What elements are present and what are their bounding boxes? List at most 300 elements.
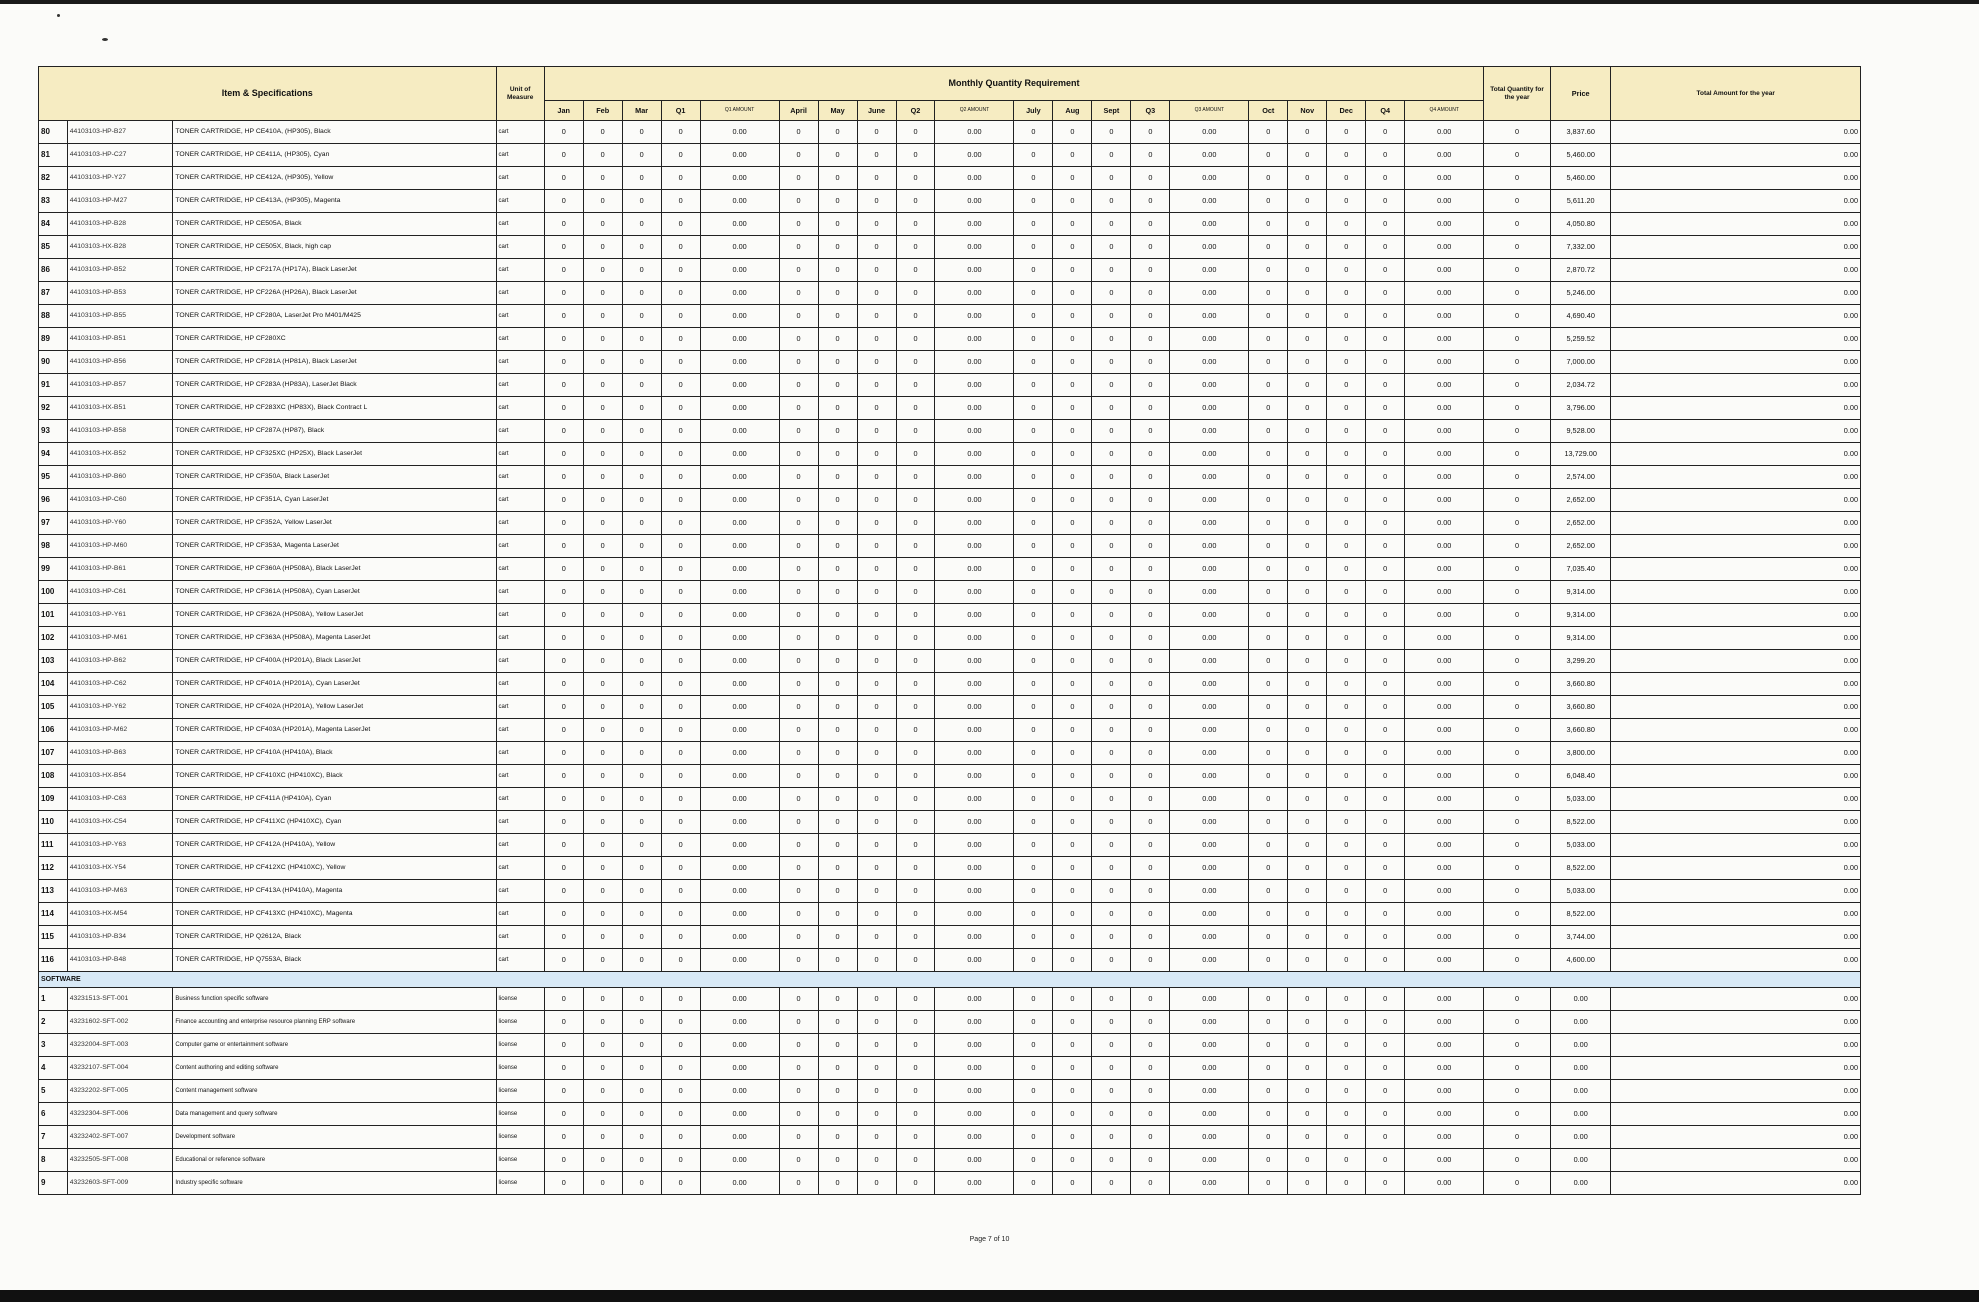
quantity-cell: 0 <box>1327 834 1366 857</box>
quantity-cell: 0 <box>1366 236 1405 259</box>
quarter-amount-cell: 0.00 <box>1170 903 1249 926</box>
quantity-cell: 0 <box>1366 811 1405 834</box>
unit-of-measure: cart <box>496 512 544 535</box>
quantity-cell: 0 <box>1092 742 1131 765</box>
quantity-cell: 0 <box>857 1149 896 1172</box>
quantity-cell: 0 <box>1053 604 1092 627</box>
quantity-cell: 0 <box>622 420 661 443</box>
quarter-amount-cell: 0.00 <box>1170 1034 1249 1057</box>
price-cell: 2,652.00 <box>1550 512 1611 535</box>
item-spec: TONER CARTRIDGE, HP CE413A, (HP305), Magenta <box>173 190 496 213</box>
quantity-cell: 0 <box>544 696 583 719</box>
item-spec: Content authoring and editing software <box>173 1057 496 1080</box>
table-row <box>39 236 1861 259</box>
quantity-cell: 0 <box>1288 1126 1327 1149</box>
quarter-amount-cell: 0.00 <box>935 696 1014 719</box>
item-spec: TONER CARTRIDGE, HP CF217A (HP17A), Black LaserJet <box>173 259 496 282</box>
quarter-amount-cell: 0.00 <box>700 466 779 489</box>
quantity-cell: 0 <box>1249 1057 1288 1080</box>
unit-of-measure: license <box>496 1034 544 1057</box>
quantity-cell: 0 <box>661 926 700 949</box>
quantity-cell: 0 <box>622 305 661 328</box>
quantity-cell: 0 <box>818 1172 857 1195</box>
quantity-cell: 0 <box>1092 1011 1131 1034</box>
total-amount-cell: 0.00 <box>1611 1057 1861 1080</box>
unit-of-measure: cart <box>496 397 544 420</box>
quarter-amount-cell: 0.00 <box>1405 190 1484 213</box>
table-row <box>39 535 1861 558</box>
item-spec: Business function specific software <box>173 988 496 1011</box>
item-number: 94 <box>39 443 68 466</box>
quantity-cell: 0 <box>857 1011 896 1034</box>
item-spec: TONER CARTRIDGE, HP CF287A (HP87), Black <box>173 420 496 443</box>
quantity-cell: 0 <box>1366 190 1405 213</box>
quarter-amount-cell: 0.00 <box>935 1034 1014 1057</box>
quantity-cell: 0 <box>1249 374 1288 397</box>
quarter-amount-cell: 0.00 <box>935 282 1014 305</box>
quantity-cell: 0 <box>896 213 935 236</box>
quantity-cell: 0 <box>1092 949 1131 972</box>
quantity-cell: 0 <box>661 1057 700 1080</box>
quarter-amount-cell: 0.00 <box>1405 811 1484 834</box>
item-code: 44103103-HX-B52 <box>67 443 173 466</box>
total-quantity-cell: 0 <box>1484 719 1551 742</box>
quantity-cell: 0 <box>661 1149 700 1172</box>
quantity-cell: 0 <box>661 305 700 328</box>
quantity-cell: 0 <box>1366 328 1405 351</box>
price-cell: 2,870.72 <box>1550 259 1611 282</box>
total-quantity-cell: 0 <box>1484 213 1551 236</box>
quantity-cell: 0 <box>818 420 857 443</box>
quarter-amount-cell: 0.00 <box>1405 213 1484 236</box>
quarter-amount-cell: 0.00 <box>1405 1103 1484 1126</box>
table-row <box>39 604 1861 627</box>
item-spec: TONER CARTRIDGE, HP CF280A, LaserJet Pro M401/M425 <box>173 305 496 328</box>
item-spec: TONER CARTRIDGE, HP CF360A (HP508A), Black LaserJet <box>173 558 496 581</box>
quantity-cell: 0 <box>1131 213 1170 236</box>
quantity-cell: 0 <box>1053 328 1092 351</box>
quantity-cell: 0 <box>779 1126 818 1149</box>
item-number: 110 <box>39 811 68 834</box>
quantity-cell: 0 <box>1092 282 1131 305</box>
quantity-cell: 0 <box>544 673 583 696</box>
table-row <box>39 420 1861 443</box>
quantity-cell: 0 <box>544 305 583 328</box>
quantity-cell: 0 <box>661 1172 700 1195</box>
quantity-cell: 0 <box>1092 696 1131 719</box>
quarter-amount-cell: 0.00 <box>1405 742 1484 765</box>
quantity-cell: 0 <box>779 558 818 581</box>
total-amount-cell: 0.00 <box>1611 397 1861 420</box>
quantity-cell: 0 <box>1131 1034 1170 1057</box>
quarter-amount-cell: 0.00 <box>935 1103 1014 1126</box>
quantity-cell: 0 <box>622 535 661 558</box>
unit-of-measure: cart <box>496 949 544 972</box>
quantity-cell: 0 <box>1014 213 1053 236</box>
item-spec: TONER CARTRIDGE, HP CF363A (HP508A), Magenta LaserJet <box>173 627 496 650</box>
quantity-cell: 0 <box>857 627 896 650</box>
item-number: 87 <box>39 282 68 305</box>
quantity-cell: 0 <box>1131 903 1170 926</box>
quantity-cell: 0 <box>544 1149 583 1172</box>
quantity-cell: 0 <box>1327 443 1366 466</box>
quantity-cell: 0 <box>1327 535 1366 558</box>
quantity-cell: 0 <box>818 834 857 857</box>
quarter-amount-cell: 0.00 <box>1170 857 1249 880</box>
quarter-amount-cell: 0.00 <box>1405 673 1484 696</box>
header-month-16: Nov <box>1288 101 1327 121</box>
quantity-cell: 0 <box>779 627 818 650</box>
quantity-cell: 0 <box>818 328 857 351</box>
quantity-cell: 0 <box>661 144 700 167</box>
quarter-amount-cell: 0.00 <box>935 581 1014 604</box>
quantity-cell: 0 <box>896 696 935 719</box>
quantity-cell: 0 <box>622 857 661 880</box>
quantity-cell: 0 <box>818 581 857 604</box>
quantity-cell: 0 <box>1053 1057 1092 1080</box>
quantity-cell: 0 <box>1053 719 1092 742</box>
quantity-cell: 0 <box>1327 788 1366 811</box>
item-code: 43232402-SFT-007 <box>67 1126 173 1149</box>
quarter-amount-cell: 0.00 <box>1170 834 1249 857</box>
quantity-cell: 0 <box>1366 489 1405 512</box>
quantity-cell: 0 <box>1327 627 1366 650</box>
quantity-cell: 0 <box>1014 926 1053 949</box>
total-amount-cell: 0.00 <box>1611 673 1861 696</box>
quantity-cell: 0 <box>896 351 935 374</box>
item-code: 44103103-HP-Y63 <box>67 834 173 857</box>
quantity-cell: 0 <box>818 489 857 512</box>
quantity-cell: 0 <box>1014 489 1053 512</box>
quantity-cell: 0 <box>661 259 700 282</box>
item-code: 44103103-HX-B51 <box>67 397 173 420</box>
quantity-cell: 0 <box>1053 880 1092 903</box>
price-cell: 8,522.00 <box>1550 857 1611 880</box>
header-unit: Unit of Measure <box>496 67 544 121</box>
quantity-cell: 0 <box>622 627 661 650</box>
quarter-amount-cell: 0.00 <box>1405 489 1484 512</box>
quantity-cell: 0 <box>1327 581 1366 604</box>
quarter-amount-cell: 0.00 <box>700 650 779 673</box>
quantity-cell: 0 <box>1327 650 1366 673</box>
quarter-amount-cell: 0.00 <box>1170 466 1249 489</box>
quantity-cell: 0 <box>779 144 818 167</box>
quantity-cell: 0 <box>1327 880 1366 903</box>
quarter-amount-cell: 0.00 <box>935 673 1014 696</box>
table-row <box>39 512 1861 535</box>
quantity-cell: 0 <box>661 213 700 236</box>
unit-of-measure: cart <box>496 259 544 282</box>
header-month-0: Jan <box>544 101 583 121</box>
quarter-amount-cell: 0.00 <box>700 512 779 535</box>
quantity-cell: 0 <box>818 880 857 903</box>
quarter-amount-cell: 0.00 <box>1405 1149 1484 1172</box>
quantity-cell: 0 <box>1131 650 1170 673</box>
quantity-cell: 0 <box>1288 1034 1327 1057</box>
quarter-amount-cell: 0.00 <box>1405 1034 1484 1057</box>
quarter-amount-cell: 0.00 <box>1170 420 1249 443</box>
table-row <box>39 1080 1861 1103</box>
quarter-amount-cell: 0.00 <box>1170 1080 1249 1103</box>
quantity-cell: 0 <box>1014 190 1053 213</box>
quantity-cell: 0 <box>1366 420 1405 443</box>
quarter-amount-cell: 0.00 <box>1170 144 1249 167</box>
unit-of-measure: license <box>496 1172 544 1195</box>
quantity-cell: 0 <box>1014 650 1053 673</box>
requirements-table <box>38 66 1861 1195</box>
item-code: 43232505-SFT-008 <box>67 1149 173 1172</box>
item-spec: Finance accounting and enterprise resource planning ERP software <box>173 1011 496 1034</box>
quarter-amount-cell: 0.00 <box>700 811 779 834</box>
quantity-cell: 0 <box>1053 489 1092 512</box>
quantity-cell: 0 <box>1366 1126 1405 1149</box>
quarter-amount-cell: 0.00 <box>1170 282 1249 305</box>
quantity-cell: 0 <box>1366 581 1405 604</box>
quantity-cell: 0 <box>896 1034 935 1057</box>
item-number: 82 <box>39 167 68 190</box>
item-code: 44103103-HP-M60 <box>67 535 173 558</box>
quantity-cell: 0 <box>1053 1103 1092 1126</box>
quantity-cell: 0 <box>818 305 857 328</box>
quarter-amount-cell: 0.00 <box>1405 420 1484 443</box>
quantity-cell: 0 <box>1131 167 1170 190</box>
quantity-cell: 0 <box>544 236 583 259</box>
table-row <box>39 926 1861 949</box>
quantity-cell: 0 <box>544 949 583 972</box>
quantity-cell: 0 <box>622 1080 661 1103</box>
quantity-cell: 0 <box>1327 1080 1366 1103</box>
quantity-cell: 0 <box>1327 282 1366 305</box>
item-number: 3 <box>39 1034 68 1057</box>
price-cell: 9,314.00 <box>1550 581 1611 604</box>
quarter-amount-cell: 0.00 <box>700 535 779 558</box>
quantity-cell: 0 <box>1131 857 1170 880</box>
quantity-cell: 0 <box>583 949 622 972</box>
quantity-cell: 0 <box>857 236 896 259</box>
quantity-cell: 0 <box>1131 558 1170 581</box>
quantity-cell: 0 <box>583 604 622 627</box>
quantity-cell: 0 <box>1288 121 1327 144</box>
item-number: 80 <box>39 121 68 144</box>
quantity-cell: 0 <box>1249 328 1288 351</box>
quarter-amount-cell: 0.00 <box>700 1103 779 1126</box>
quarter-amount-cell: 0.00 <box>935 167 1014 190</box>
quantity-cell: 0 <box>1053 857 1092 880</box>
quantity-cell: 0 <box>583 903 622 926</box>
table-row <box>39 765 1861 788</box>
quantity-cell: 0 <box>1366 466 1405 489</box>
item-number: 109 <box>39 788 68 811</box>
quantity-cell: 0 <box>1053 236 1092 259</box>
table-row <box>39 949 1861 972</box>
total-quantity-cell: 0 <box>1484 857 1551 880</box>
item-code: 44103103-HP-B60 <box>67 466 173 489</box>
quantity-cell: 0 <box>544 512 583 535</box>
quantity-cell: 0 <box>583 1126 622 1149</box>
quantity-cell: 0 <box>896 788 935 811</box>
quantity-cell: 0 <box>1327 811 1366 834</box>
item-spec: TONER CARTRIDGE, HP CE410A, (HP305), Black <box>173 121 496 144</box>
quantity-cell: 0 <box>622 558 661 581</box>
unit-of-measure: cart <box>496 351 544 374</box>
quantity-cell: 0 <box>818 351 857 374</box>
price-cell: 5,460.00 <box>1550 144 1611 167</box>
quantity-cell: 0 <box>896 988 935 1011</box>
quantity-cell: 0 <box>896 811 935 834</box>
quantity-cell: 0 <box>1288 535 1327 558</box>
total-amount-cell: 0.00 <box>1611 282 1861 305</box>
quantity-cell: 0 <box>544 926 583 949</box>
item-number: 100 <box>39 581 68 604</box>
quantity-cell: 0 <box>1131 765 1170 788</box>
quantity-cell: 0 <box>1014 443 1053 466</box>
quantity-cell: 0 <box>1288 1172 1327 1195</box>
total-amount-cell: 0.00 <box>1611 420 1861 443</box>
quarter-amount-cell: 0.00 <box>1170 489 1249 512</box>
quantity-cell: 0 <box>583 121 622 144</box>
total-quantity-cell: 0 <box>1484 282 1551 305</box>
quarter-amount-cell: 0.00 <box>1170 696 1249 719</box>
quantity-cell: 0 <box>583 788 622 811</box>
price-cell: 2,034.72 <box>1550 374 1611 397</box>
table-row <box>39 190 1861 213</box>
quantity-cell: 0 <box>779 167 818 190</box>
quarter-amount-cell: 0.00 <box>1405 650 1484 673</box>
item-spec: TONER CARTRIDGE, HP CF353A, Magenta LaserJet <box>173 535 496 558</box>
quantity-cell: 0 <box>1053 1126 1092 1149</box>
quantity-cell: 0 <box>779 236 818 259</box>
total-quantity-cell: 0 <box>1484 1172 1551 1195</box>
quantity-cell: 0 <box>1092 1126 1131 1149</box>
item-code: 44103103-HX-B54 <box>67 765 173 788</box>
quarter-amount-cell: 0.00 <box>935 604 1014 627</box>
price-cell: 8,522.00 <box>1550 903 1611 926</box>
quantity-cell: 0 <box>779 696 818 719</box>
quantity-cell: 0 <box>818 397 857 420</box>
quantity-cell: 0 <box>661 581 700 604</box>
quarter-amount-cell: 0.00 <box>700 1080 779 1103</box>
quantity-cell: 0 <box>1014 236 1053 259</box>
quantity-cell: 0 <box>896 144 935 167</box>
unit-of-measure: cart <box>496 742 544 765</box>
total-quantity-cell: 0 <box>1484 765 1551 788</box>
quantity-cell: 0 <box>896 443 935 466</box>
header-month-7: June <box>857 101 896 121</box>
quantity-cell: 0 <box>857 466 896 489</box>
quantity-cell: 0 <box>1053 627 1092 650</box>
quantity-cell: 0 <box>1327 259 1366 282</box>
total-quantity-cell: 0 <box>1484 988 1551 1011</box>
total-amount-cell: 0.00 <box>1611 535 1861 558</box>
item-spec: TONER CARTRIDGE, HP CF226A (HP26A), Black LaserJet <box>173 282 496 305</box>
quantity-cell: 0 <box>1131 351 1170 374</box>
quantity-cell: 0 <box>583 880 622 903</box>
quantity-cell: 0 <box>583 489 622 512</box>
quantity-cell: 0 <box>896 880 935 903</box>
quantity-cell: 0 <box>1014 742 1053 765</box>
quantity-cell: 0 <box>544 282 583 305</box>
quantity-cell: 0 <box>1366 512 1405 535</box>
item-code: 44103103-HX-M54 <box>67 903 173 926</box>
item-number: 88 <box>39 305 68 328</box>
quantity-cell: 0 <box>622 466 661 489</box>
item-spec: TONER CARTRIDGE, HP CF400A (HP201A), Black LaserJet <box>173 650 496 673</box>
quantity-cell: 0 <box>896 305 935 328</box>
quantity-cell: 0 <box>896 604 935 627</box>
quantity-cell: 0 <box>622 903 661 926</box>
total-quantity-cell: 0 <box>1484 190 1551 213</box>
quantity-cell: 0 <box>818 1080 857 1103</box>
total-quantity-cell: 0 <box>1484 167 1551 190</box>
quantity-cell: 0 <box>857 696 896 719</box>
header-month-4: Q1 AMOUNT <box>700 101 779 121</box>
item-spec: TONER CARTRIDGE, HP Q2612A, Black <box>173 926 496 949</box>
price-cell: 2,652.00 <box>1550 535 1611 558</box>
quantity-cell: 0 <box>1092 1057 1131 1080</box>
quantity-cell: 0 <box>1366 1149 1405 1172</box>
quantity-cell: 0 <box>1288 857 1327 880</box>
quantity-cell: 0 <box>1092 489 1131 512</box>
quarter-amount-cell: 0.00 <box>1170 167 1249 190</box>
quantity-cell: 0 <box>1014 1126 1053 1149</box>
quantity-cell: 0 <box>583 742 622 765</box>
quantity-cell: 0 <box>1288 903 1327 926</box>
quantity-cell: 0 <box>857 765 896 788</box>
quantity-cell: 0 <box>1288 719 1327 742</box>
quantity-cell: 0 <box>1249 742 1288 765</box>
quarter-amount-cell: 0.00 <box>1405 259 1484 282</box>
total-quantity-cell: 0 <box>1484 144 1551 167</box>
section-row-software <box>39 972 1861 988</box>
quantity-cell: 0 <box>1249 765 1288 788</box>
quantity-cell: 0 <box>779 512 818 535</box>
quantity-cell: 0 <box>1053 788 1092 811</box>
quantity-cell: 0 <box>1327 167 1366 190</box>
total-amount-cell: 0.00 <box>1611 857 1861 880</box>
item-code: 44103103-HP-C27 <box>67 144 173 167</box>
quantity-cell: 0 <box>1288 213 1327 236</box>
quantity-cell: 0 <box>857 167 896 190</box>
quantity-cell: 0 <box>818 144 857 167</box>
quantity-cell: 0 <box>1288 880 1327 903</box>
quantity-cell: 0 <box>1288 328 1327 351</box>
quantity-cell: 0 <box>818 988 857 1011</box>
quantity-cell: 0 <box>544 903 583 926</box>
item-code: 44103103-HX-C54 <box>67 811 173 834</box>
total-amount-cell: 0.00 <box>1611 949 1861 972</box>
quantity-cell: 0 <box>896 1057 935 1080</box>
price-cell: 0.00 <box>1550 1057 1611 1080</box>
quantity-cell: 0 <box>622 121 661 144</box>
price-cell: 9,314.00 <box>1550 604 1611 627</box>
quantity-cell: 0 <box>1131 443 1170 466</box>
quantity-cell: 0 <box>1249 1011 1288 1034</box>
item-number: 92 <box>39 397 68 420</box>
quarter-amount-cell: 0.00 <box>1405 282 1484 305</box>
unit-of-measure: cart <box>496 857 544 880</box>
quantity-cell: 0 <box>1014 558 1053 581</box>
quarter-amount-cell: 0.00 <box>700 420 779 443</box>
quarter-amount-cell: 0.00 <box>1170 305 1249 328</box>
total-quantity-cell: 0 <box>1484 236 1551 259</box>
quantity-cell: 0 <box>779 834 818 857</box>
table-row <box>39 144 1861 167</box>
scan-bottom-edge <box>0 1290 1979 1302</box>
quantity-cell: 0 <box>1053 420 1092 443</box>
quantity-cell: 0 <box>1327 926 1366 949</box>
quantity-cell: 0 <box>857 880 896 903</box>
quarter-amount-cell: 0.00 <box>700 604 779 627</box>
